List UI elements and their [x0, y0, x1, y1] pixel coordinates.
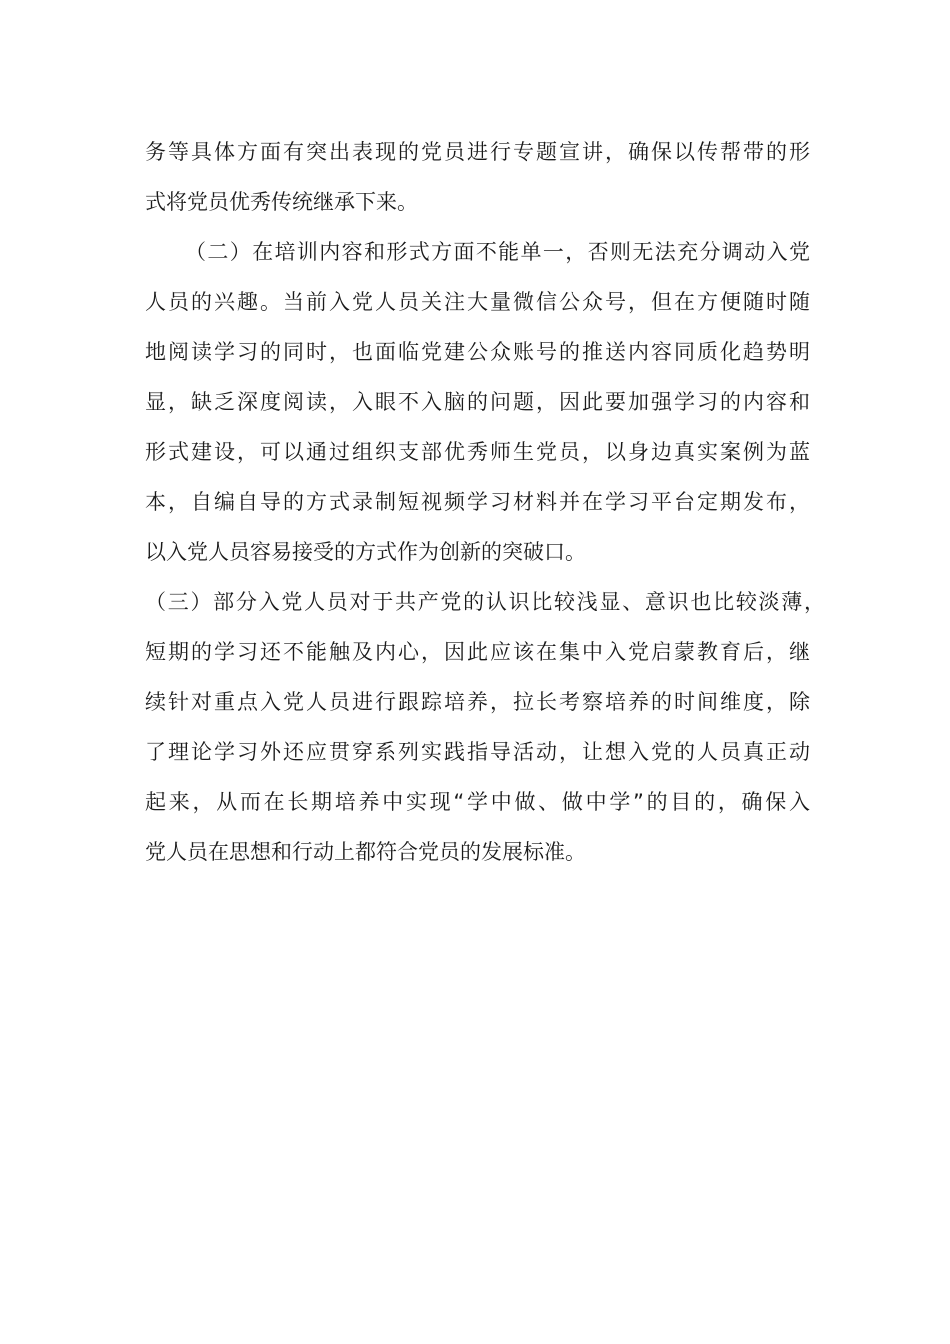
text-line: 短期的学习还不能触及内心，因此应该在集中入党启蒙教育后，继 [145, 640, 810, 664]
text-line: 党人员在思想和行动上都符合党员的发展标准。 [145, 840, 586, 864]
text-line: 地阅读学习的同时，也面临党建公众账号的推送内容同质化趋势明 [145, 340, 810, 364]
text-line: 务等具体方面有突出表现的党员进行专题宣讲，确保以传帮带的形 [145, 140, 810, 164]
text-line: 形式建设，可以通过组织支部优秀师生党员，以身边真实案例为蓝 [145, 440, 810, 464]
text-line: 起来，从而在长期培养中实现“学中做、做中学”的目的，确保入 [145, 790, 810, 814]
paragraph-3-first-line: （三）部分入党人员对于共产党的认识比较浅显、意识也比较淡薄， [145, 590, 825, 614]
paragraph-2-first-line: （二）在培训内容和形式方面不能单一，否则无法充分调动入党 [185, 240, 810, 264]
text-line: 了理论学习外还应贯穿系列实践指导活动，让想入党的人员真正动 [145, 740, 810, 764]
text-line: 显，缺乏深度阅读，入眼不入脑的问题，因此要加强学习的内容和 [145, 390, 810, 414]
text-line: 以入党人员容易接受的方式作为创新的突破口。 [145, 540, 586, 564]
text-line: 式将党员优秀传统继承下来。 [145, 190, 418, 214]
text-line: 人员的兴趣。当前入党人员关注大量微信公众号，但在方便随时随 [145, 290, 810, 314]
text-line: 续针对重点入党人员进行跟踪培养，拉长考察培养的时间维度，除 [145, 690, 810, 714]
text-line: 本，自编自导的方式录制短视频学习材料并在学习平台定期发布， [145, 490, 810, 514]
